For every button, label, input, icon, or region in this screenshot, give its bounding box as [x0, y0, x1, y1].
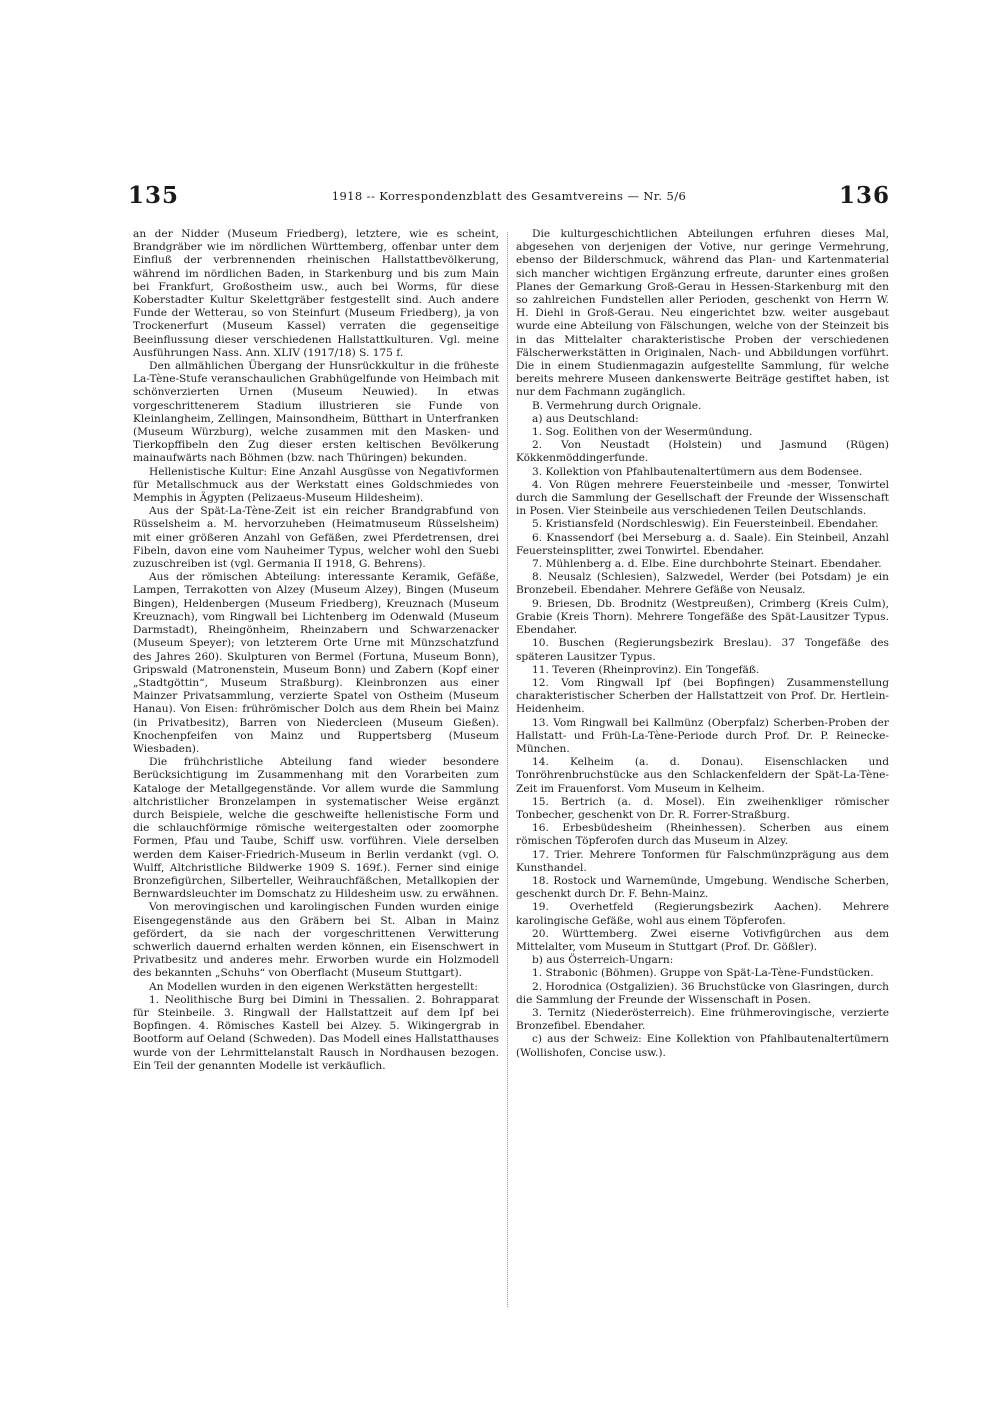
list-entry: 7. Mühlenberg a. d. Elbe. Eine durchbohrte Steinart. Ebendaher. — [532, 558, 882, 571]
right-column — [516, 228, 889, 1060]
list-entry: 5. Kristiansfeld (Nordschleswig). Ein Feuersteinbeil. Ebendaher. — [532, 518, 879, 531]
left-column — [133, 228, 499, 1073]
paragraph: an der Nidder (Museum Friedberg), letztere, wie es scheint, Brandgräber wie im nördlichen Württemberg, offenbar unter dem Einfluß der verbrennenden rheinischen Hallstattbevölkerung, während im nördlichen Baden, in Starkenburg und bis zum Main bei Frankfurt, Großostheim usw., auch bei Worms, für diese Koberstadter Kultur Skelettgräber festgestellt sind. Auch andere Funde der Wetterau, so von Steinfurt (Museum Friedberg), ja von Trockenerfurt (Museum Kassel) verraten die gegenseitige Beeinflussung dieser verschiedenen Hallstattkulturen. Vgl. meine Ausführungen Nass. Ann. XLIV (1917/18) S. 175 f. — [133, 228, 499, 359]
list-entry: 3. Kollektion von Pfahlbautenaltertümern aus dem Bodensee. — [532, 465, 863, 478]
column-divider — [507, 232, 508, 1307]
running-title: 1918 -- Korrespondenzblatt des Gesamtvereins — Nr. 5/6 — [331, 189, 687, 203]
list-entry: 17. Trier. Mehrere Tonformen für Falschmünzprägung aus dem Kunsthandel. — [516, 848, 889, 874]
list-entry: 14. Kelheim (a. d. Donau). Eisenschlacken und Tonröhrenbruchstücke aus den Schlackenfeldern der Spät-La-Tène-Zeit im Frauenforst. Vom Museum in Kelheim. — [516, 756, 889, 795]
list-entry: 16. Erbesbüdesheim (Rheinhessen). Scherben aus einem römischen Töpferofen durch das Museum in Alzey. — [516, 822, 889, 848]
list-entry: 9. Briesen, Db. Brodnitz (Westpreußen), Crimberg (Kreis Culm), Grabie (Kreis Thorn). Mehrere Tongefäße des Spät-Lausitzer Typus. Ebendaher. — [516, 597, 889, 637]
list-entry: 3. Ternitz (Niederösterreich). Eine frühmerovingische, verzierte Bronzefibel. Ebendaher. — [516, 1006, 889, 1033]
list-entry: 18. Rostock und Warnemünde, Umgebung. Wendische Scherben, geschenkt durch Dr. F. Behn-Mainz. — [516, 874, 889, 901]
paragraph: Aus der Spät-La-Tène-Zeit ist ein reicher Brandgrabfund von Rüsselsheim a. M. hervorzuheben (Heimatmuseum Rüsselsheim) mit einer größeren Anzahl von Gefäßen, zwei Pferdetrensen, drei Fibeln, davon eine vom Nauheimer Typus, welcher wohl den Suebi zuzuschreiben ist (vgl. Germania II 1918, G. Behrens). — [133, 505, 499, 571]
section-heading: B. Vermehrung durch Orignale. — [532, 399, 702, 412]
list-entry: 19. Overhetfeld (Regierungsbezirk Aachen). Mehrere karolingische Gefäße, wohl aus einem Töpferofen. — [516, 901, 889, 927]
page-header — [128, 182, 890, 216]
section-heading: b) aus Österreich-Ungarn: — [532, 954, 674, 967]
list-entry: 1. Sog. Eolithen von der Wesermündung. — [532, 426, 753, 439]
paragraph: Die frühchristliche Abteilung fand wieder besondere Berücksichtigung im Zusammenhang mit den Vorarbeiten zum Kataloge der Metallgegenstände. Vor allem wurde die Sammlung altchristlicher Bronzelampen in systematischer Weise ergänzt durch Beispiele, welche die geschweifte hellenistische Form und die schlauchförmige römische weitergestalten oder zoomorphe Formen, Pfau und Taube, Schiff usw. vorführen. Viele derselben werden dem Kaiser-Friedrich-Museum in Berlin verdankt (vgl. O. Wulff, Altchristliche Bildwerke 1909 S. 169f.). Ferner sind einige Bronzefigürchen, Silberteller, Weihrauchfäßchen, Metallkopien der Bernwardsleuchter im Domschatz zu Hildesheim usw. zu erwähnen. — [133, 756, 499, 901]
list-entry: Die kulturgeschichtlichen Abteilungen erfuhren dieses Mal, abgesehen von derjenigen der Votive, nur geringe Vermehrung, ebenso der Bilderschmuck, während das Plan- und Kartenmaterial sich mancher wichtigen Ergänzung erfreute, darunter eines großen Planes der Gemarkung Groß-Gerau in Hessen-Starkenburg mit den so zahlreichen Fundstellen aller Perioden, geschenkt von Herrn W. H. Diehl in Groß-Gerau. Neu eingerichtet bzw. weiter ausgebaut wurde eine Abteilung von Fälschungen, welche von der Steinzeit bis in das Mittelalter charakteristische Proben der verschiedenen Fälscherwerkstätten in Originalen, Nach- und Abbildungen vorführt. Die in einem Studienmagazin aufgestellte Sammlung, für welche bereits mehrere Museen dankenswerte Beiträge gestiftet haben, ist nur dem Fachmann zugänglich. — [516, 228, 889, 399]
list-entry: 10. Buschen (Regierungsbezirk Breslau). 37 Tongefäße des späteren Lausitzer Typus. — [516, 637, 889, 663]
page-number-left: 135 — [128, 182, 180, 209]
list-entry: 2. Horodnica (Ostgalizien). 36 Bruchstücke von Glasringen, durch die Sammlung der Freunde der Wissenschaft in Posen. — [516, 980, 889, 1006]
list-entry: 1. Strabonic (Böhmen). Gruppe von Spät-La-Tène-Fundstücken. — [532, 967, 874, 980]
page-number-right: 136 — [838, 182, 890, 209]
paragraph: 1. Neolithische Burg bei Dimini in Thessalien. 2. Bohrapparat für Steinbeile. 3. Ringwall der Hallstattzeit auf dem Ipf bei Bopfingen. 4. Römisches Kastell bei Alzey. 5. Wikingergrab in Bootform auf Oeland (Schweden). Das Modell eines Hallstatthauses wurde von der Lehrmittelanstalt Rausch in Nordhausen bezogen. Ein Teil der genannten Modelle ist verkäuflich. — [133, 993, 499, 1072]
paragraph: Hellenistische Kultur: Eine Anzahl Ausgüsse von Negativformen für Metallschmuck aus der Werkstatt eines Goldschmiedes von Memphis in Ägypten (Pelizaeus-Museum Hildesheim). — [133, 465, 499, 505]
list-entry: 8. Neusalz (Schlesien), Salzwedel, Werder (bei Potsdam) je ein Bronzebeil. Ebendaher. Mehrere Gefäße von Neusalz. — [516, 571, 889, 597]
list-entry: 2. Von Neustadt (Holstein) und Jasmund (Rügen) Kökkenmöddingerfunde. — [516, 439, 889, 465]
list-entry: 20. Württemberg. Zwei eiserne Votivfigürchen aus dem Mittelalter, vom Museum in Stuttgart (Prof. Dr. Gößler). — [516, 927, 889, 953]
section-heading: a) aus Deutschland: — [532, 412, 639, 425]
paragraph: Den allmählichen Übergang der Hunsrückkultur in die früheste La-Tène-Stufe veranschaulichen Grabhügelfunde von Heimbach mit schönverzierten Urnen (Museum Neuwied). In etwas vorgeschrittenerem Stadium illustrieren sie Funde von Kleinlangheim, Zellingen, Mainsondheim, Bütthart in Unterfranken (Museum Würzburg), welche zusammen mit den Masken- und Tierkopffibeln den Zug dieser ersten keltischen Bevölkerung mainaufwärts nach Böhmen (bzw. nach Thüringen) bekunden. — [133, 360, 499, 465]
list-entry: 4. Von Rügen mehrere Feuersteinbeile und -messer, Tonwirtel durch die Sammlung der Gesellschaft der Freunde der Wissenschaft in Posen. Vier Steinbeile aus verschiedenen Teilen Deutschlands. — [516, 478, 889, 518]
list-entry: 12. Vom Ringwall Ipf (bei Bopfingen) Zusammenstellung charakteristischer Scherben der Hallstattzeit von Prof. Dr. Hertlein-Heidenheim. — [516, 676, 889, 716]
list-entry: 11. Teveren (Rheinprovinz). Ein Tongefäß. — [532, 663, 760, 676]
paragraph: Aus der römischen Abteilung: interessante Keramik, Gefäße, Lampen, Terrakotten von Alzey (Museum Alzey), Bingen (Museum Bingen), Heldenbergen (Museum Friedberg), Kreuznach (Museum Kreuznach), vom Ringwall bei Lichtenberg im Odenwald (Museum Darmstadt), Rheingönheim, Rheinzabern und Schwarzenacker (Museum Speyer); von letzterem Orte Urne mit Münzschatzfund des Jahres 260). Skulpturen von Bermel (Fortuna, Museum Bonn), Gripswald (Matronenstein, Museum Bonn) und Zabern (Kopf einer „Stadtgöttin“, Museum Straßburg). Kleinbronzen aus einer Mainzer Privatsammlung, verzierte Spatel von Ostheim (Museum Hanau). Von Eisen: frührömischer Dolch aus dem Rhein bei Mainz (in Privatbesitz), Barren von Niedercleen (Museum Gießen). Knochenpfeifen von Mainz und Ruppertsberg (Museum Wiesbaden). — [133, 571, 499, 755]
list-entry: 15. Bertrich (a. d. Mosel). Ein zweihenkliger römischer Tonbecher, geschenkt von Dr. R. Forrer-Straßburg. — [516, 795, 889, 821]
list-entry: 6. Knassendorf (bei Merseburg a. d. Saale). Ein Steinbeil, Anzahl Feuersteinsplitter, zwei Tonwirtel. Ebendaher. — [516, 531, 889, 557]
list-entry: c) aus der Schweiz: Eine Kollektion von Pfahlbautenaltertümern (Wollishofen, Concise usw.). — [516, 1033, 889, 1059]
list-entry: 13. Vom Ringwall bei Kallmünz (Oberpfalz) Scherben-Proben der Hallstatt- und Früh-La-Tène-Periode durch Prof. Dr. P. Reinecke-München. — [516, 716, 889, 755]
paragraph: Von merovingischen und karolingischen Funden wurden einige Eisengegenstände aus den Gräbern bei St. Alban in Mainz gefördert, da sie nach der vorgeschrittenen Verwitterung schwerlich dauernd erhalten werden können, ein Eisenschwert in Privatbesitz und anderes mehr. Erworben wurde ein Holzmodell des bekannten „Schuhs“ von Oberflacht (Museum Stuttgart). — [133, 901, 499, 980]
paragraph: An Modellen wurden in den eigenen Werkstätten hergestellt: — [149, 980, 478, 993]
